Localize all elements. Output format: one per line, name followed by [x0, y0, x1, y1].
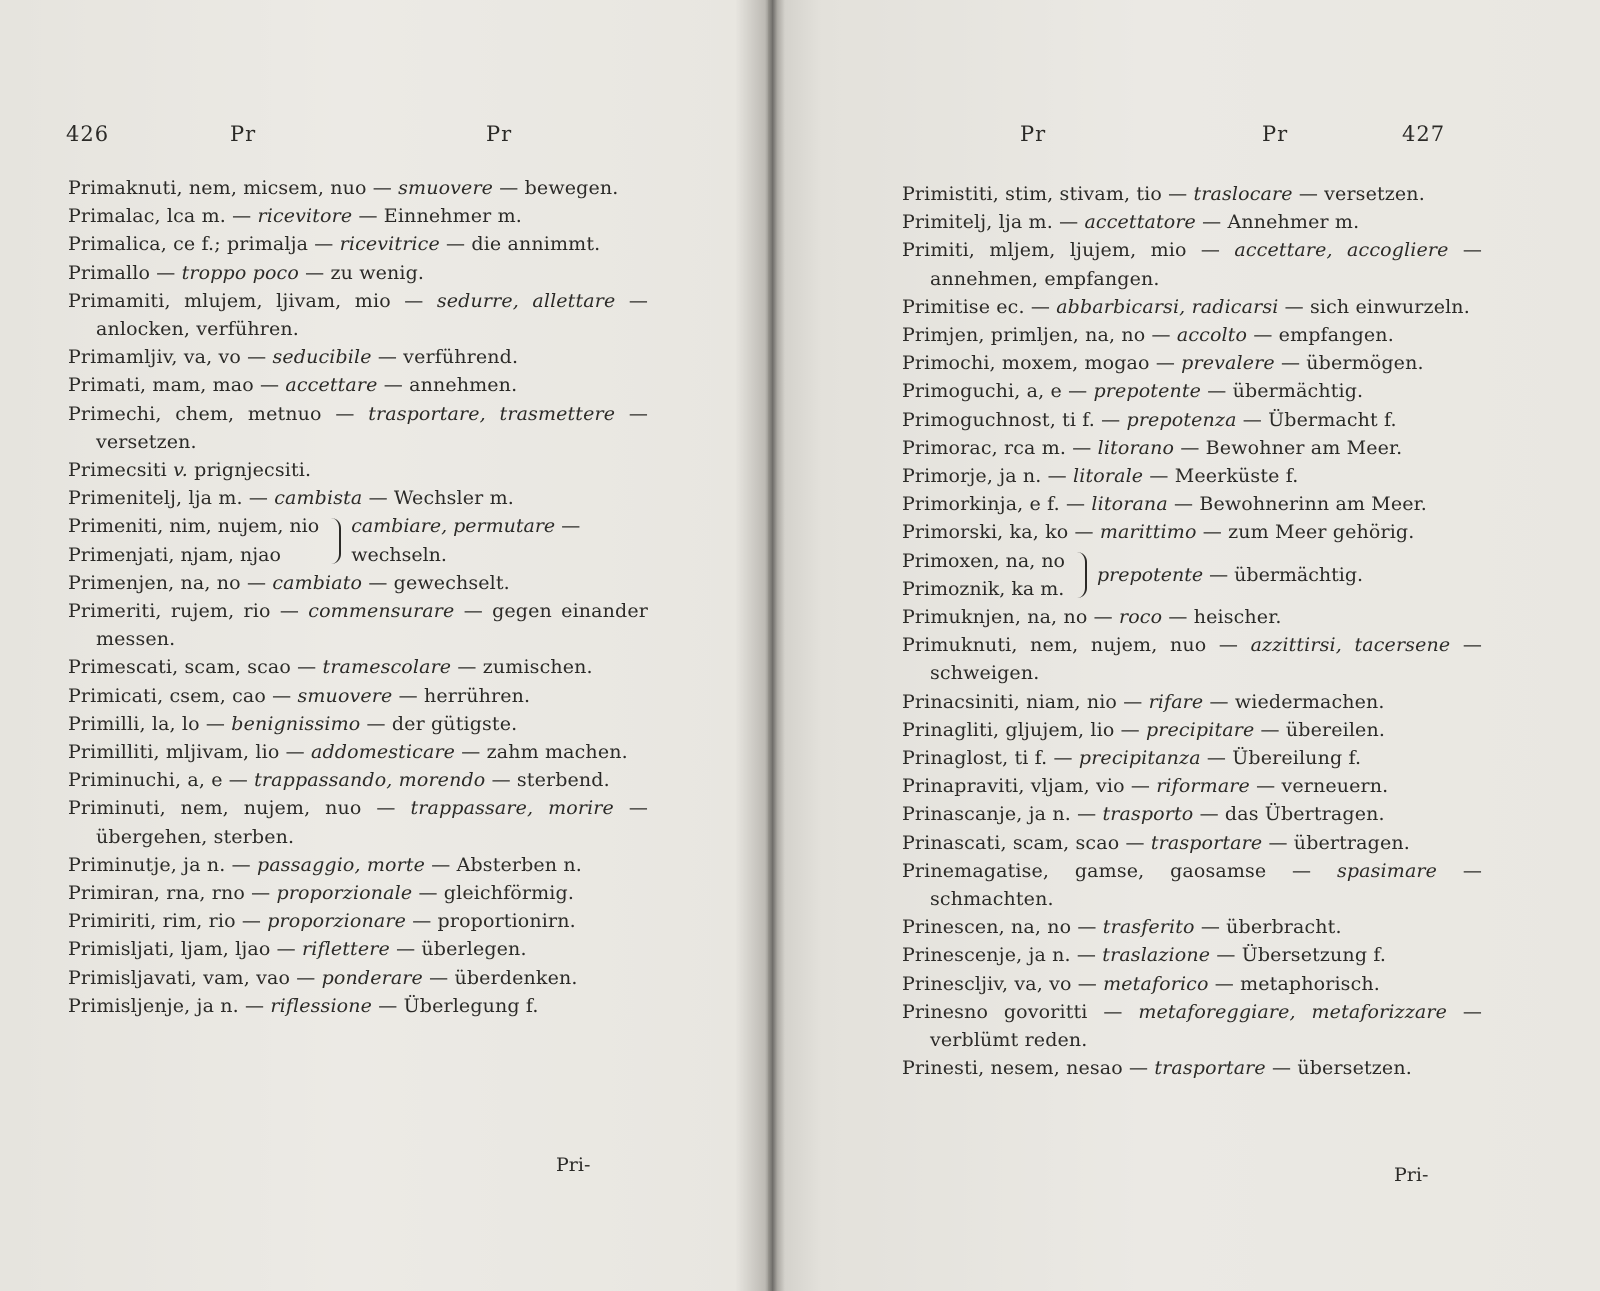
entry-headword: Prinapraviti, vljam, vio —	[902, 775, 1150, 798]
entry-german: — sich einwurzeln.	[1284, 295, 1470, 318]
entry-german: — bewegen.	[499, 177, 619, 199]
page-number: 426	[66, 122, 110, 146]
entry-italian: prepotente	[1093, 380, 1202, 403]
entry-italian: trasportare	[1150, 831, 1263, 854]
entry-italian: smuovere	[398, 177, 494, 199]
entry-headword: Prinascanje, ja n. —	[902, 803, 1097, 826]
entry-italian: ponderare	[321, 966, 423, 989]
entry-headword: Primoznik, ka m.	[902, 577, 1065, 600]
entry-german: — überbracht.	[1200, 916, 1342, 939]
entry-italian: precipitanza	[1078, 747, 1201, 770]
entry-german: — das Übertragen.	[1199, 803, 1385, 826]
entry-italian: sedurre, allettare	[436, 289, 616, 312]
dictionary-entry	[902, 772, 1482, 800]
dictionary-entry	[902, 490, 1482, 518]
dictionary-entry	[68, 230, 648, 258]
entry-headword: Prinesti, nesem, nesao —	[902, 1057, 1149, 1080]
dictionary-entry	[68, 738, 648, 766]
entry-german: — anlocken, verführen.	[96, 289, 648, 341]
dictionary-entry	[68, 935, 648, 963]
entry-german: — metaphorisch.	[1214, 972, 1380, 995]
entry-headword: Primorkinja, e f. —	[902, 493, 1086, 516]
entry-german: — wiedermachen.	[1209, 690, 1385, 713]
entry-headword: Primiti, mljem, ljujem, mio —	[902, 239, 1221, 262]
entry-german: — herrühren.	[398, 684, 531, 707]
entry-german: — der gütigste.	[366, 712, 518, 735]
entry-headword: Primoguchi, a, e —	[902, 380, 1088, 403]
entry-german: — übersetzen.	[1272, 1057, 1412, 1080]
entry-headword: Primenjati, njam, njao	[68, 543, 281, 566]
entry-german: — zum Meer gehörig.	[1202, 521, 1415, 544]
dictionary-entry	[68, 653, 648, 681]
entry-headword: Primenjen, na, no —	[68, 571, 267, 594]
dictionary-entry	[68, 710, 648, 738]
entry-german: — versetzen.	[1298, 183, 1425, 205]
entry-italian: spasimare	[1336, 859, 1438, 882]
dictionary-entry	[68, 174, 648, 202]
entry-headword: Primalica, ce f.; primalja —	[68, 233, 334, 256]
brace	[1071, 552, 1087, 598]
entry-german: — Annehmer m.	[1202, 211, 1360, 234]
entry-italian: litorale	[1073, 465, 1144, 488]
entry-german: — Bewohnerinn am Meer.	[1174, 493, 1427, 516]
dictionary-entry	[902, 998, 1482, 1054]
dictionary-entry	[68, 851, 648, 879]
dictionary-entry	[68, 569, 648, 597]
entry-german: — heischer.	[1168, 606, 1282, 629]
entry-headword: Prinescenje, ja n. —	[902, 944, 1097, 967]
entry-german: — sterbend.	[491, 769, 610, 792]
entry-italian: trasferito	[1102, 916, 1195, 939]
entry-headword: Prinescljiv, va, vo —	[902, 972, 1097, 995]
entry-headword: Prinacsiniti, niam, nio —	[902, 690, 1143, 713]
entry-german: — gleichförmig.	[418, 882, 575, 905]
entry-italian: prevalere	[1181, 352, 1275, 375]
catchword: Pri-	[556, 1154, 591, 1176]
dictionary-entry	[902, 349, 1482, 377]
entry-german: — Bewohner am Meer.	[1180, 436, 1403, 459]
entry-headword: Primorje, ja n. —	[902, 465, 1067, 488]
grouped-meaning	[351, 512, 648, 568]
dictionary-entry	[902, 321, 1482, 349]
entry-german: — empfangen.	[1253, 324, 1394, 347]
dictionary-entry	[902, 518, 1482, 546]
entry-german: — Absterben n.	[431, 853, 582, 876]
entry-italian: accettatore	[1084, 211, 1196, 234]
entry-headword: Primorski, ka, ko —	[902, 521, 1094, 544]
dictionary-entry	[902, 208, 1482, 236]
right-page	[772, 0, 1600, 1291]
entry-headword: Primistiti, stim, stivam, tio —	[902, 183, 1188, 205]
entry-german: — überlegen.	[396, 938, 527, 961]
entry-italian: riformare	[1156, 775, 1250, 798]
dictionary-entry	[68, 907, 648, 935]
entry-italian: accettare	[285, 374, 378, 397]
entry-headword: Prinagliti, gljujem, lio —	[902, 718, 1140, 741]
entry-italian: trasportare, trasmettere	[368, 402, 616, 425]
entry-italian: addomesticare	[311, 741, 456, 764]
entry-list	[902, 180, 1482, 1083]
entry-headword: Primoxen, na, no	[902, 549, 1065, 572]
entry-headword: Primilliti, mljivam, lio —	[68, 741, 305, 764]
entry-italian: accolto	[1176, 324, 1248, 347]
dictionary-entry	[68, 484, 648, 512]
entry-german: — zu wenig.	[305, 261, 425, 284]
entry-german: — Meerküste f.	[1149, 465, 1299, 488]
dictionary-entry	[68, 400, 648, 456]
dictionary-entry	[68, 456, 648, 484]
entry-headword: Prinaglost, ti f. —	[902, 747, 1073, 770]
entry-german: — Übereilung f.	[1206, 747, 1362, 770]
left-page	[0, 0, 768, 1291]
entry-italian: riflessione	[270, 994, 373, 1017]
dictionary-entry	[902, 1054, 1482, 1082]
grouped-meaning	[1097, 561, 1482, 589]
grouped-headwords	[68, 512, 319, 568]
entry-headword: Primitelj, lja m. —	[902, 211, 1079, 234]
entry-headword: Primisljenje, ja n. —	[68, 994, 265, 1017]
entry-german: prignjecsiti.	[194, 459, 312, 482]
entry-german: — übermögen.	[1280, 352, 1424, 375]
entry-headword: Primitise ec. —	[902, 295, 1050, 318]
dictionary-entry	[902, 631, 1482, 687]
entry-italian: prepotente	[1097, 563, 1204, 586]
entry-italian: cambiare, permutare	[351, 515, 556, 538]
entry-italian: abbarbicarsi, radicarsi	[1056, 295, 1279, 318]
entry-headword: Primisljavati, vam, vao —	[68, 966, 316, 989]
dictionary-entry	[68, 597, 648, 653]
entry-headword: Primaknuti, nem, micsem, nuo —	[68, 177, 392, 199]
dictionary-entry	[902, 462, 1482, 490]
entry-italian: prepotenza	[1126, 408, 1237, 431]
dictionary-entry	[902, 716, 1482, 744]
dictionary-entry	[902, 857, 1482, 913]
dictionary-entry	[68, 371, 648, 399]
entry-german: — gewechselt.	[368, 571, 510, 594]
entry-italian: accettare, accogliere	[1234, 239, 1449, 262]
entry-italian: cambiato	[272, 571, 363, 594]
entry-german: — überdenken.	[429, 966, 578, 989]
dictionary-entry	[902, 377, 1482, 405]
entry-italian: trasportare	[1154, 1057, 1266, 1080]
dictionary-entry	[68, 879, 648, 907]
entry-german: — Einnehmer m.	[358, 205, 522, 228]
entry-headword: Primorac, rca m. —	[902, 436, 1092, 459]
entry-italian: troppo poco	[181, 261, 299, 284]
entry-headword: Priminutje, ja n. —	[68, 853, 251, 876]
entry-german: — versetzen.	[96, 402, 648, 453]
dictionary-entry	[68, 343, 648, 371]
entry-german: — annehmen.	[383, 374, 518, 397]
entry-headword: Primilli, la, lo —	[68, 712, 226, 735]
grouped-headwords	[902, 547, 1065, 603]
dictionary-entry	[902, 970, 1482, 998]
entry-headword: Primiriti, rim, rio —	[68, 910, 262, 933]
entry-italian: commensurare	[308, 600, 455, 623]
entry-headword: Primiran, rna, rno —	[68, 882, 271, 905]
entry-italian: metaforico	[1103, 972, 1209, 995]
dictionary-entry	[902, 603, 1482, 631]
entry-italian: tramescolare	[322, 656, 452, 679]
entry-headword: Prinemagatise, gamse, gaosamse —	[902, 859, 1312, 882]
entry-italian: v.	[173, 459, 188, 482]
entry-list	[68, 174, 648, 1020]
entry-headword: Primescati, scam, scao —	[68, 656, 317, 679]
entry-german: — die annimmt.	[446, 233, 601, 256]
entry-headword: Primisljati, ljam, ljao —	[68, 938, 296, 961]
running-head-right: Pr	[486, 122, 513, 146]
entry-headword: Primicati, csem, cao —	[68, 684, 292, 707]
entry-italian: proporzionare	[267, 910, 406, 933]
entry-headword: Prinescen, na, no —	[902, 916, 1097, 939]
entry-headword: Primuknjen, na, no —	[902, 606, 1113, 629]
entry-headword: Primati, mam, mao —	[68, 374, 280, 397]
entry-italian: riflettere	[302, 938, 390, 961]
entry-italian: proporzionale	[276, 882, 413, 905]
entry-headword: Primechi, chem, metnuo —	[68, 402, 355, 425]
dictionary-entry	[68, 259, 648, 287]
dictionary-entry	[902, 406, 1482, 434]
entry-headword: Primamiti, mlujem, ljivam, mio —	[68, 289, 424, 312]
entry-german: — übermächtig.	[1207, 380, 1364, 403]
dictionary-entry	[68, 794, 648, 850]
entry-german: — schmachten.	[930, 859, 1482, 911]
entry-italian: trasporto	[1102, 803, 1194, 826]
entry-italian: benignissimo	[231, 712, 361, 735]
dictionary-entry	[68, 964, 648, 992]
brace	[325, 518, 341, 564]
entry-italian: roco	[1118, 606, 1163, 629]
entry-italian: litorana	[1091, 493, 1168, 516]
entry-german: — übertragen.	[1268, 831, 1410, 854]
dictionary-entry	[902, 293, 1482, 321]
dictionary-entry	[902, 829, 1482, 857]
entry-italian: passaggio, morte	[257, 853, 426, 876]
entry-german: — Übersetzung f.	[1216, 944, 1387, 967]
entry-headword: Primjen, primljen, na, no —	[902, 324, 1171, 347]
entry-italian: litorano	[1097, 436, 1175, 459]
running-head-right: Pr	[1262, 122, 1289, 146]
entry-italian: traslazione	[1102, 944, 1211, 967]
entry-german: — verblümt reden.	[930, 1000, 1482, 1052]
entry-italian: precipitare	[1145, 718, 1255, 741]
entry-german: — verführend.	[377, 346, 519, 369]
entry-italian: azzittirsi, tacersene	[1250, 634, 1451, 657]
entry-headword: Primochi, moxem, mogao —	[902, 352, 1175, 375]
running-head-left: Pr	[230, 122, 257, 146]
dictionary-entry	[902, 688, 1482, 716]
dictionary-entry	[902, 941, 1482, 969]
entry-german: — übermächtig.	[1209, 563, 1364, 586]
entry-italian: seducibile	[272, 346, 372, 369]
dictionary-entry	[902, 236, 1482, 292]
entry-headword: Priminuti, nem, nujem, nuo —	[68, 797, 396, 820]
entry-german: — wechseln.	[351, 515, 581, 566]
entry-german: — proportionirn.	[412, 910, 576, 933]
dictionary-entry	[902, 434, 1482, 462]
entry-german: — übereilen.	[1260, 718, 1386, 741]
page-number: 427	[1402, 122, 1446, 146]
entry-german: — zumischen.	[457, 656, 593, 679]
entry-german: — schweigen.	[930, 634, 1482, 685]
entry-italian: ricevitore	[257, 205, 353, 228]
entry-italian: metaforeggiare, metaforizzare	[1138, 1000, 1447, 1023]
entry-german: — gegen einander messen.	[96, 600, 648, 651]
entry-headword: Primamljiv, va, vo —	[68, 346, 267, 369]
dictionary-entry	[902, 180, 1482, 208]
entry-german: — zahm machen.	[461, 741, 628, 764]
entry-italian: trappassando, morendo	[254, 769, 486, 792]
book-gutter	[735, 0, 785, 1291]
entry-headword: Primoguchnost, ti f. —	[902, 408, 1121, 431]
dictionary-entry	[902, 800, 1482, 828]
entry-italian: cambista	[274, 487, 363, 510]
entry-headword: Primuknuti, nem, nujem, nuo —	[902, 634, 1239, 657]
dictionary-entry	[68, 992, 648, 1020]
entry-headword: Prinascati, scam, scao —	[902, 831, 1145, 854]
running-head-left: Pr	[1020, 122, 1047, 146]
dictionary-entry	[68, 682, 648, 710]
entry-headword: Prinesno govoritti —	[902, 1000, 1123, 1023]
dictionary-entry	[68, 766, 648, 794]
entry-german: — Übermacht f.	[1242, 408, 1397, 431]
entry-italian: smuovere	[297, 684, 393, 707]
entry-headword: Primenitelj, lja m. —	[68, 487, 269, 510]
entry-german: — Überlegung f.	[378, 994, 539, 1017]
catchword: Pri-	[1394, 1164, 1429, 1186]
entry-german: — Wechsler m.	[368, 487, 514, 510]
entry-italian: rifare	[1148, 690, 1204, 713]
dictionary-entry	[68, 287, 648, 343]
entry-german: — verneuern.	[1256, 775, 1389, 798]
dictionary-entry	[902, 744, 1482, 772]
dictionary-entry	[902, 913, 1482, 941]
entry-german: — annehmen, empfangen.	[930, 239, 1482, 290]
entry-italian: trappassare, morire	[410, 797, 614, 820]
entry-headword: Primecsiti	[68, 459, 167, 482]
entry-german: — übergehen, sterben.	[96, 797, 648, 848]
entry-italian: traslocare	[1193, 183, 1293, 205]
entry-headword: Primallo —	[68, 261, 176, 284]
dictionary-entry	[68, 202, 648, 230]
entry-headword: Primeniti, nim, nujem, nio	[68, 515, 320, 538]
entry-headword: Primalac, lca m. —	[68, 205, 252, 228]
entry-headword: Priminuchi, a, e —	[68, 769, 248, 792]
entry-headword: Primeriti, rujem, rio —	[68, 600, 300, 623]
entry-italian: ricevitrice	[339, 233, 440, 256]
entry-italian: marittimo	[1099, 521, 1197, 544]
grouped-entry	[68, 512, 648, 568]
grouped-entry	[902, 547, 1482, 603]
